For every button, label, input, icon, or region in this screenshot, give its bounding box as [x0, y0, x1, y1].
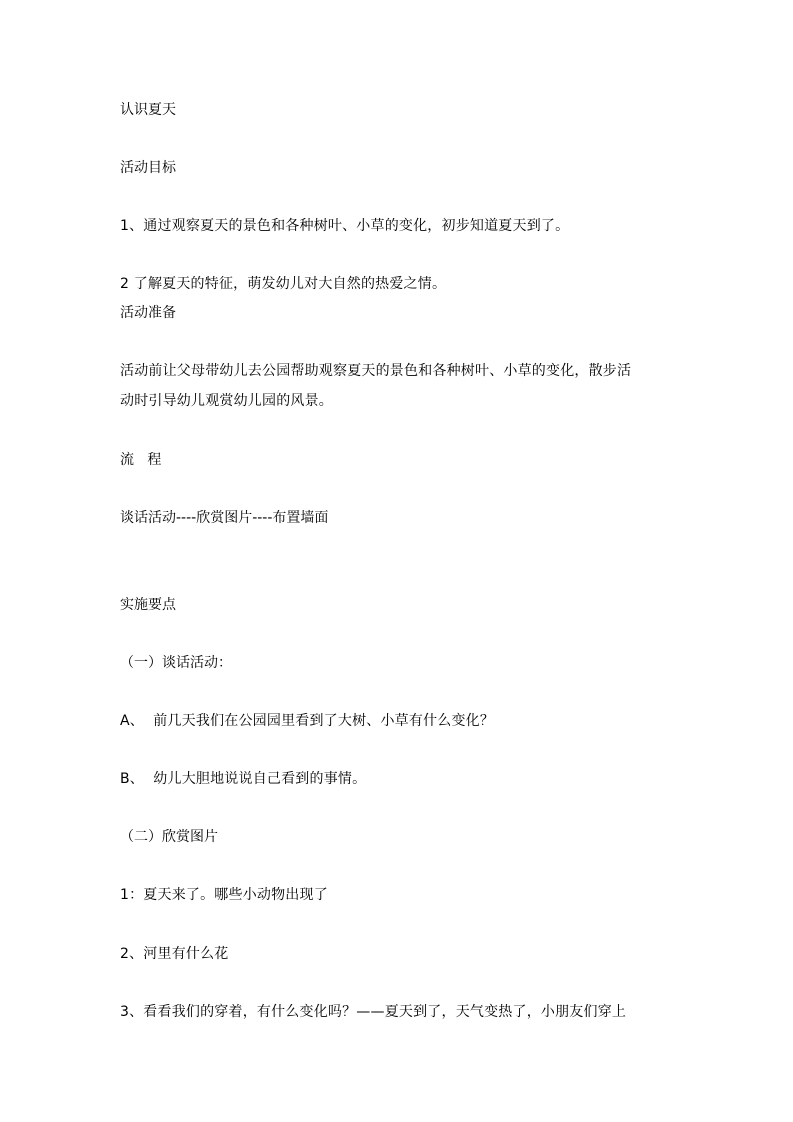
points-heading: 实施要点 [120, 597, 176, 613]
part-2-heading: （二）欣赏图片 [120, 829, 218, 845]
prep-heading: 活动准备 [120, 305, 176, 321]
flow-heading: 流 程 [120, 452, 162, 468]
goals-heading: 活动目标 [120, 160, 176, 176]
goal-item-2: 2 了解夏天的特征，萌发幼儿对大自然的热爱之情。 [120, 276, 447, 292]
item-a: A、 前几天我们在公园园里看到了大树、小草有什么变化？ [120, 713, 495, 729]
goal-item-1: 1、通过观察夏天的景色和各种树叶、小草的变化，初步知道夏天到了。 [120, 218, 570, 234]
question-2: 2、河里有什么花 [120, 946, 229, 962]
part-1-heading: （一）谈话活动： [120, 655, 232, 671]
document-title: 认识夏天 [120, 102, 176, 118]
prep-paragraph-line-1: 活动前让父母带幼儿去公园帮助观察夏天的景色和各种树叶、小草的变化，散步活 [120, 363, 632, 379]
question-1: 1：夏天来了。哪些小动物出现了 [120, 887, 328, 903]
question-3: 3、看看我们的穿着，有什么变化吗？——夏天到了，天气变热了，小朋友们穿上 [120, 1004, 627, 1020]
prep-paragraph-line-2: 动时引导幼儿观赏幼儿园的风景。 [120, 393, 333, 409]
item-b: B、 幼儿大胆地说说自己看到的事情。 [120, 771, 367, 787]
flow-text: 谈话活动----欣赏图片----布置墙面 [120, 510, 329, 526]
